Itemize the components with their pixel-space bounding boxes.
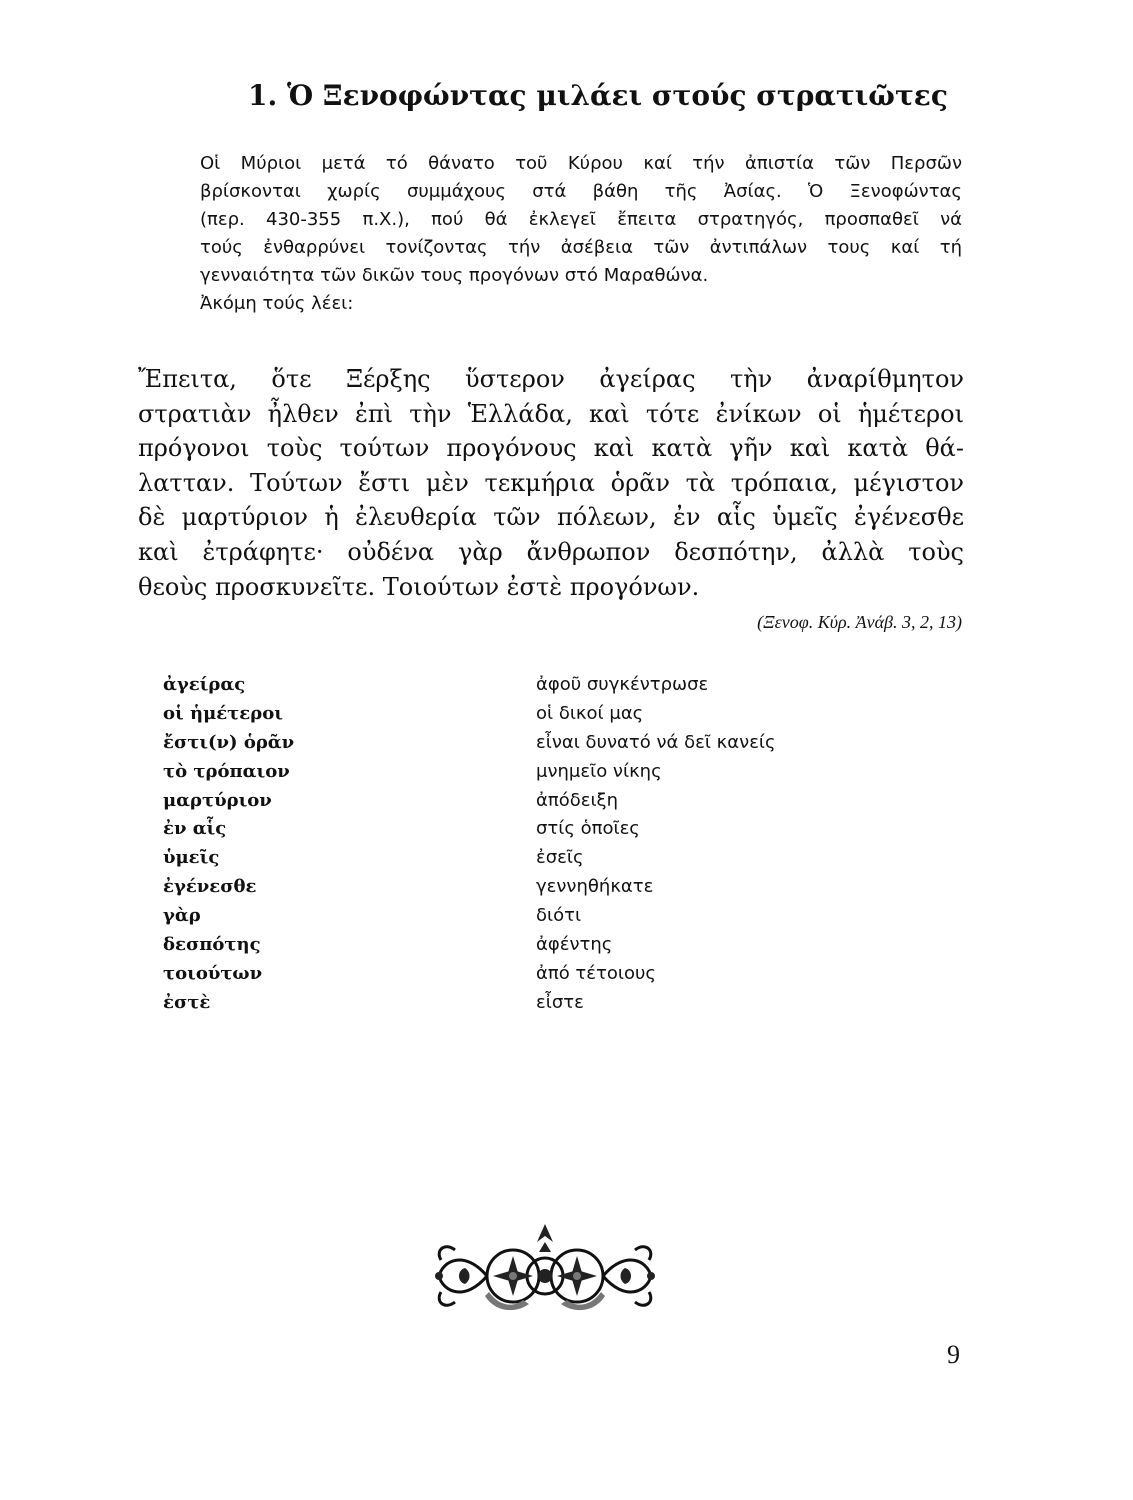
passage-line: δὲ μαρτύριον ἡ ἐλευθερία τῶν πόλεων, ἐν αἷς ὑμεῖς ἐγένεσθε [138,503,964,532]
glossary-term: ἀγείρας [163,673,246,695]
glossary-definition: ἐσεῖς [536,847,584,869]
glossary-definition: ἀπό τέτοιους [536,962,656,984]
glossary-row [163,728,863,757]
glossary-row [163,786,863,815]
glossary-definition: ἀπόδειξη [536,789,618,811]
glossary-row [163,930,863,959]
glossary-row [163,670,863,699]
floral-ornament-icon [425,1220,665,1318]
intro-paragraph [200,150,962,318]
glossary-row [163,699,863,728]
ancient-text-passage [138,362,964,604]
glossary-term: δεσπότης [163,933,261,955]
intro-line: Οἱ Μύριοι μετά τό θάνατο τοῦ Κύρου καί τήν ἀπιστία τῶν Περσῶν [200,153,962,174]
intro-line: γενναιότητα τῶν δικῶν τους προγόνων στό Μαραθώνα. [200,265,709,286]
glossary-row [163,814,863,843]
glossary-definition: στίς ὁποῖες [536,818,640,840]
glossary-term: γὰρ [163,905,201,927]
glossary-row [163,959,863,988]
glossary-definition: μνημεῖο νίκης [536,760,662,782]
glossary-definition: ἀφέντης [536,933,613,955]
source-citation: (Ξενοφ. Κύρ. Ἀνάβ. 3, 2, 13) [757,612,962,632]
passage-line: θεοὺς προσκυνεῖτε. Τοιούτων ἐστὲ προγόνων. [138,572,700,601]
glossary-term: τὸ τρόπαιον [163,760,290,782]
glossary [163,670,863,1017]
passage-line: καὶ ἐτράφητε· οὐδένα γὰρ ἄνθρωπον δεσπότην, ἀλλὰ τοὺς [138,537,964,566]
glossary-definition: γεννηθήκατε [536,876,654,898]
glossary-row [163,843,863,872]
passage-line: λατταν. Τούτων ἔστι μὲν τεκμήρια ὁρᾶν τὰ τρόπαια, μέγιστον [138,468,964,497]
passage-line: πρόγονοι τοὺς τούτων προγόνους καὶ κατὰ γῆν καὶ κατὰ θά- [138,434,964,463]
glossary-term: ἐστὲ [163,991,211,1013]
glossary-term: ὑμεῖς [163,847,220,869]
passage-line: στρατιὰν ἦλθεν ἐπὶ τὴν Ἑλλάδα, καὶ τότε ἐνίκων οἱ ἡμέτεροι [138,399,964,428]
glossary-term: ἔστι(ν) ὁρᾶν [163,731,295,753]
glossary-row [163,872,863,901]
intro-closing: Ἀκόμη τούς λέει: [200,293,354,314]
glossary-term: ἐγένεσθε [163,876,257,898]
glossary-definition: οἱ δικοί μας [536,702,644,724]
passage-line: Ἔπειτα, ὅτε Ξέρξης ὕστερον ἀγείρας τὴν ἀναρίθμητον [138,365,964,393]
glossary-definition: εἶναι δυνατό νά δεῖ κανείς [536,731,776,753]
page-number: 9 [947,1340,960,1369]
glossary-term: ἐν αἷς [163,818,227,840]
chapter-title: 1. Ὁ Ξενοφώντας μιλάει στούς στρατιῶτες [248,79,948,112]
glossary-definition: εἶστε [536,991,584,1013]
glossary-term: μαρτύριον [163,789,272,811]
glossary-row [163,988,863,1017]
glossary-row [163,901,863,930]
intro-line: βρίσκονται χωρίς συμμάχους στά βάθη τῆς Ἀσίας. Ὁ Ξενοφώντας [200,181,962,202]
glossary-row [163,757,863,786]
glossary-term: τοιούτων [163,962,263,984]
intro-line: τούς ἐνθαρρύνει τονίζοντας τήν ἀσέβεια τῶν ἀντιπάλων τους καί τή [200,237,962,258]
intro-line: (περ. 430-355 π.Χ.), πού θά ἐκλεγεῖ ἔπειτα στρατηγός, προσπαθεῖ νά [200,209,962,230]
glossary-definition: διότι [536,905,582,927]
glossary-definition: ἀφοῦ συγκέντρωσε [536,673,709,695]
glossary-term: οἱ ἡμέτεροι [163,702,283,724]
